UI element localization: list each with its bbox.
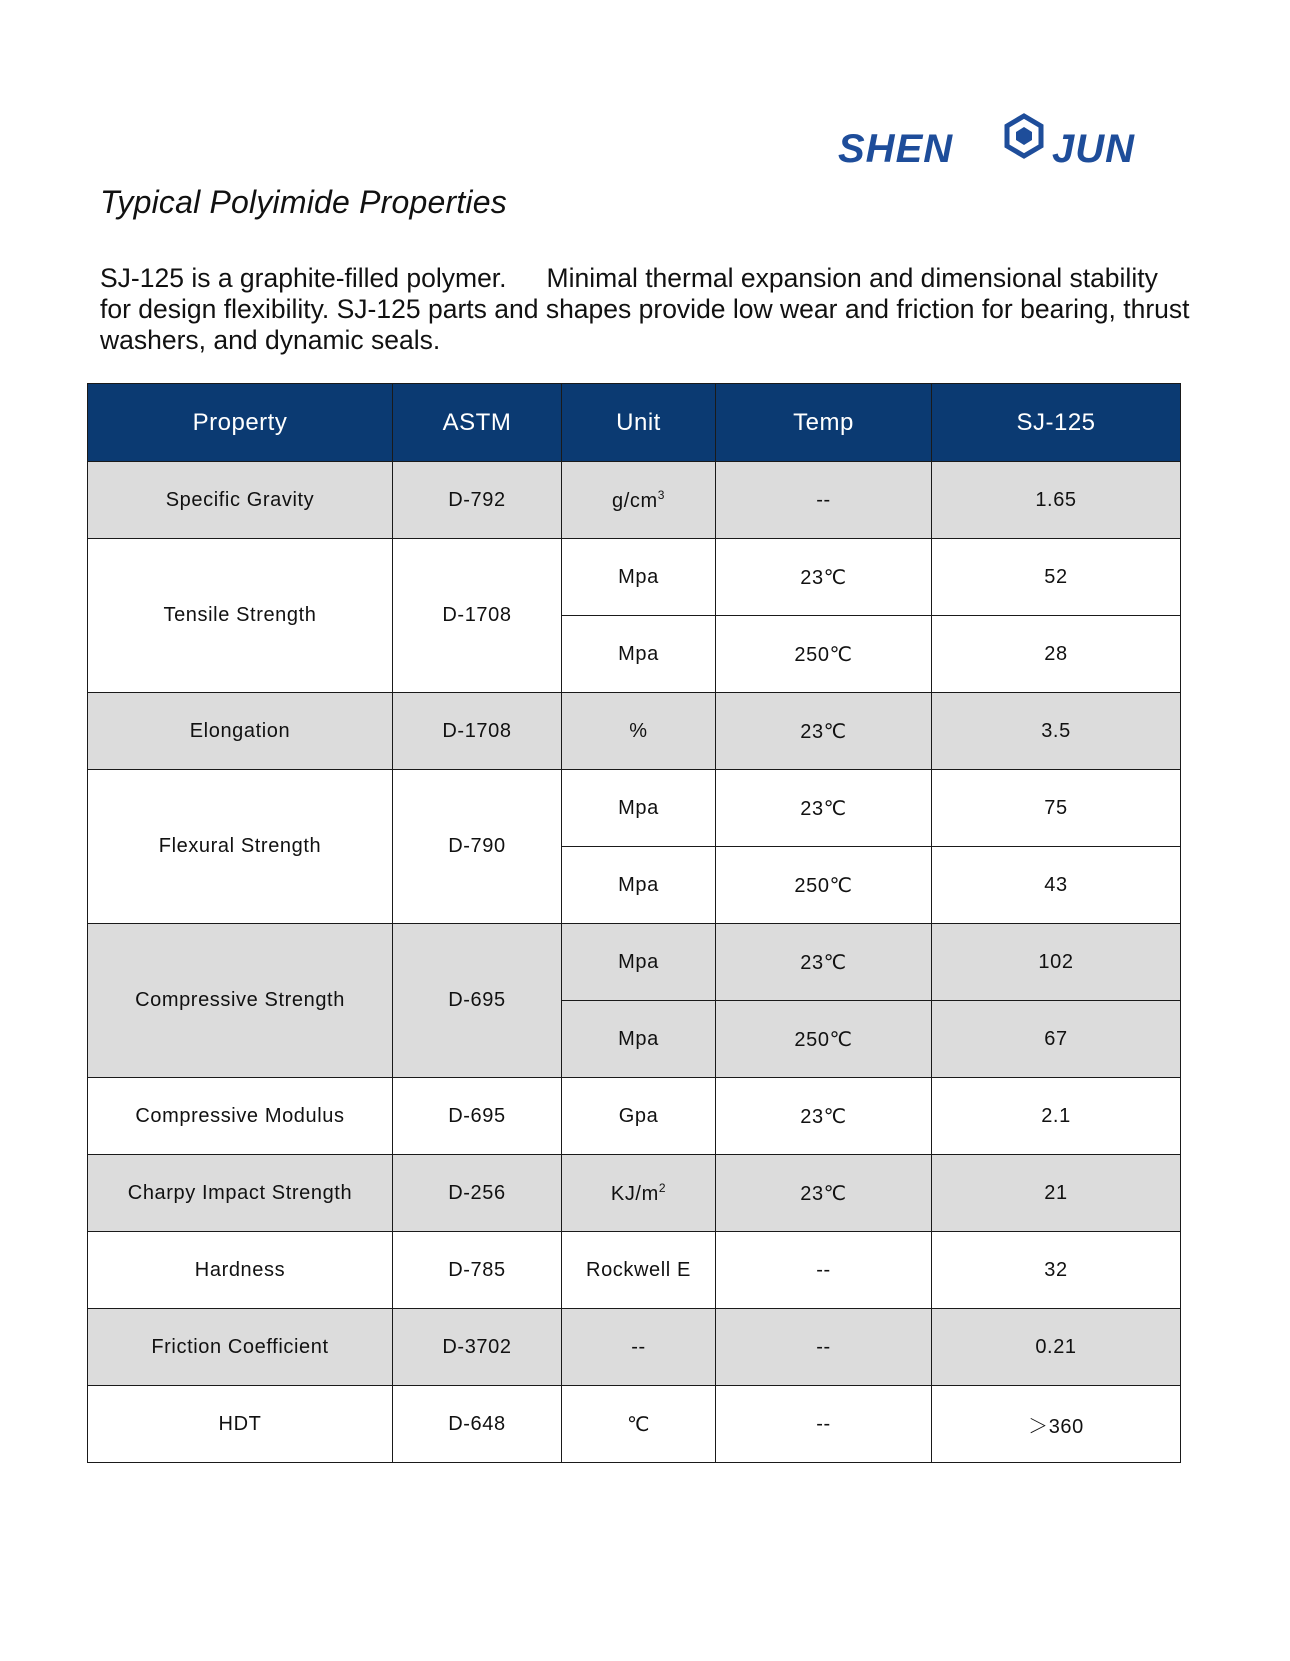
temp-cell: 23℃: [716, 924, 932, 1001]
property-cell: Friction Coefficient: [88, 1309, 393, 1386]
astm-cell: D-1708: [393, 539, 562, 693]
col-header-temp: Temp: [716, 384, 932, 462]
unit-cell: Mpa: [562, 1001, 716, 1078]
page-title: Typical Polyimide Properties: [100, 184, 507, 220]
value-cell: 3.5: [932, 693, 1181, 770]
col-header-astm: ASTM: [393, 384, 562, 462]
unit-cell: Mpa: [562, 539, 716, 616]
unit-cell: --: [562, 1309, 716, 1386]
value-cell: 1.65: [932, 462, 1181, 539]
property-cell: Compressive Modulus: [88, 1078, 393, 1155]
astm-cell: D-1708: [393, 693, 562, 770]
property-cell: Compressive Strength: [88, 924, 393, 1078]
intro-paragraph: [100, 263, 1190, 356]
hexagon-logo-icon: [1007, 116, 1041, 156]
temp-cell: 250℃: [716, 616, 932, 693]
table-row: [88, 462, 1181, 539]
table-row: [88, 1078, 1181, 1155]
temp-cell: --: [716, 1386, 932, 1463]
temp-cell: 23℃: [716, 539, 932, 616]
astm-cell: D-695: [393, 1078, 562, 1155]
table-row: [88, 1155, 1181, 1232]
value-cell: ＞360: [932, 1386, 1181, 1463]
table-row: [88, 1232, 1181, 1309]
col-header-unit: Unit: [562, 384, 716, 462]
temp-cell: --: [716, 1309, 932, 1386]
property-cell: Hardness: [88, 1232, 393, 1309]
unit-cell: ℃: [562, 1386, 716, 1463]
temp-cell: 23℃: [716, 1155, 932, 1232]
property-cell: Elongation: [88, 693, 393, 770]
intro-sentence-1: SJ-125 is a graphite-filled polymer.: [100, 263, 507, 293]
value-cell: 52: [932, 539, 1181, 616]
unit-cell: Mpa: [562, 770, 716, 847]
temp-cell: 23℃: [716, 693, 932, 770]
table-row: [88, 693, 1181, 770]
col-header-property: Property: [88, 384, 393, 462]
property-cell: HDT: [88, 1386, 393, 1463]
table-row: [88, 539, 1181, 616]
unit-cell: $KJ/m^2$: [562, 1155, 716, 1232]
property-cell: Specific Gravity: [88, 462, 393, 539]
property-cell: Charpy Impact Strength: [88, 1155, 393, 1232]
value-cell: 67: [932, 1001, 1181, 1078]
value-cell: 0.21: [932, 1309, 1181, 1386]
property-cell: Tensile Strength: [88, 539, 393, 693]
value-cell: 21: [932, 1155, 1181, 1232]
value-cell: 75: [932, 770, 1181, 847]
astm-cell: D-785: [393, 1232, 562, 1309]
astm-cell: D-256: [393, 1155, 562, 1232]
unit-cell: $g/cm^3$: [562, 462, 716, 539]
astm-cell: D-695: [393, 924, 562, 1078]
intro-sentence-2: Minimal thermal expansion and dimensional stability for design flexibility. SJ-125 parts and shapes provide low wear and friction for bearing, thrust washers, and dynamic seals.: [100, 263, 1190, 355]
unit-cell: %: [562, 693, 716, 770]
temp-cell: 250℃: [716, 847, 932, 924]
unit-cell: Mpa: [562, 616, 716, 693]
table-row: [88, 770, 1181, 847]
value-cell: 43: [932, 847, 1181, 924]
astm-cell: D-648: [393, 1386, 562, 1463]
unit-cell: Mpa: [562, 924, 716, 1001]
value-cell: 2.1: [932, 1078, 1181, 1155]
property-cell: Flexural Strength: [88, 770, 393, 924]
temp-cell: 23℃: [716, 1078, 932, 1155]
properties-table: [87, 383, 1181, 1463]
temp-cell: --: [716, 462, 932, 539]
temp-cell: 23℃: [716, 770, 932, 847]
astm-cell: D-792: [393, 462, 562, 539]
temp-cell: --: [716, 1232, 932, 1309]
table-row: [88, 1386, 1181, 1463]
unit-cell: Rockwell E: [562, 1232, 716, 1309]
value-cell: 102: [932, 924, 1181, 1001]
temp-cell: 250℃: [716, 1001, 932, 1078]
shenjun-logo: [838, 110, 1168, 170]
unit-cell: Gpa: [562, 1078, 716, 1155]
astm-cell: D-3702: [393, 1309, 562, 1386]
table-row: [88, 1309, 1181, 1386]
astm-cell: D-790: [393, 770, 562, 924]
value-cell: 28: [932, 616, 1181, 693]
unit-cell: Mpa: [562, 847, 716, 924]
col-header-value: SJ-125: [932, 384, 1181, 462]
svg-text:SHEN: SHEN: [838, 127, 954, 170]
table-header-row: [88, 384, 1181, 462]
svg-text:JUN: JUN: [1052, 127, 1136, 170]
table-row: [88, 924, 1181, 1001]
value-cell: 32: [932, 1232, 1181, 1309]
